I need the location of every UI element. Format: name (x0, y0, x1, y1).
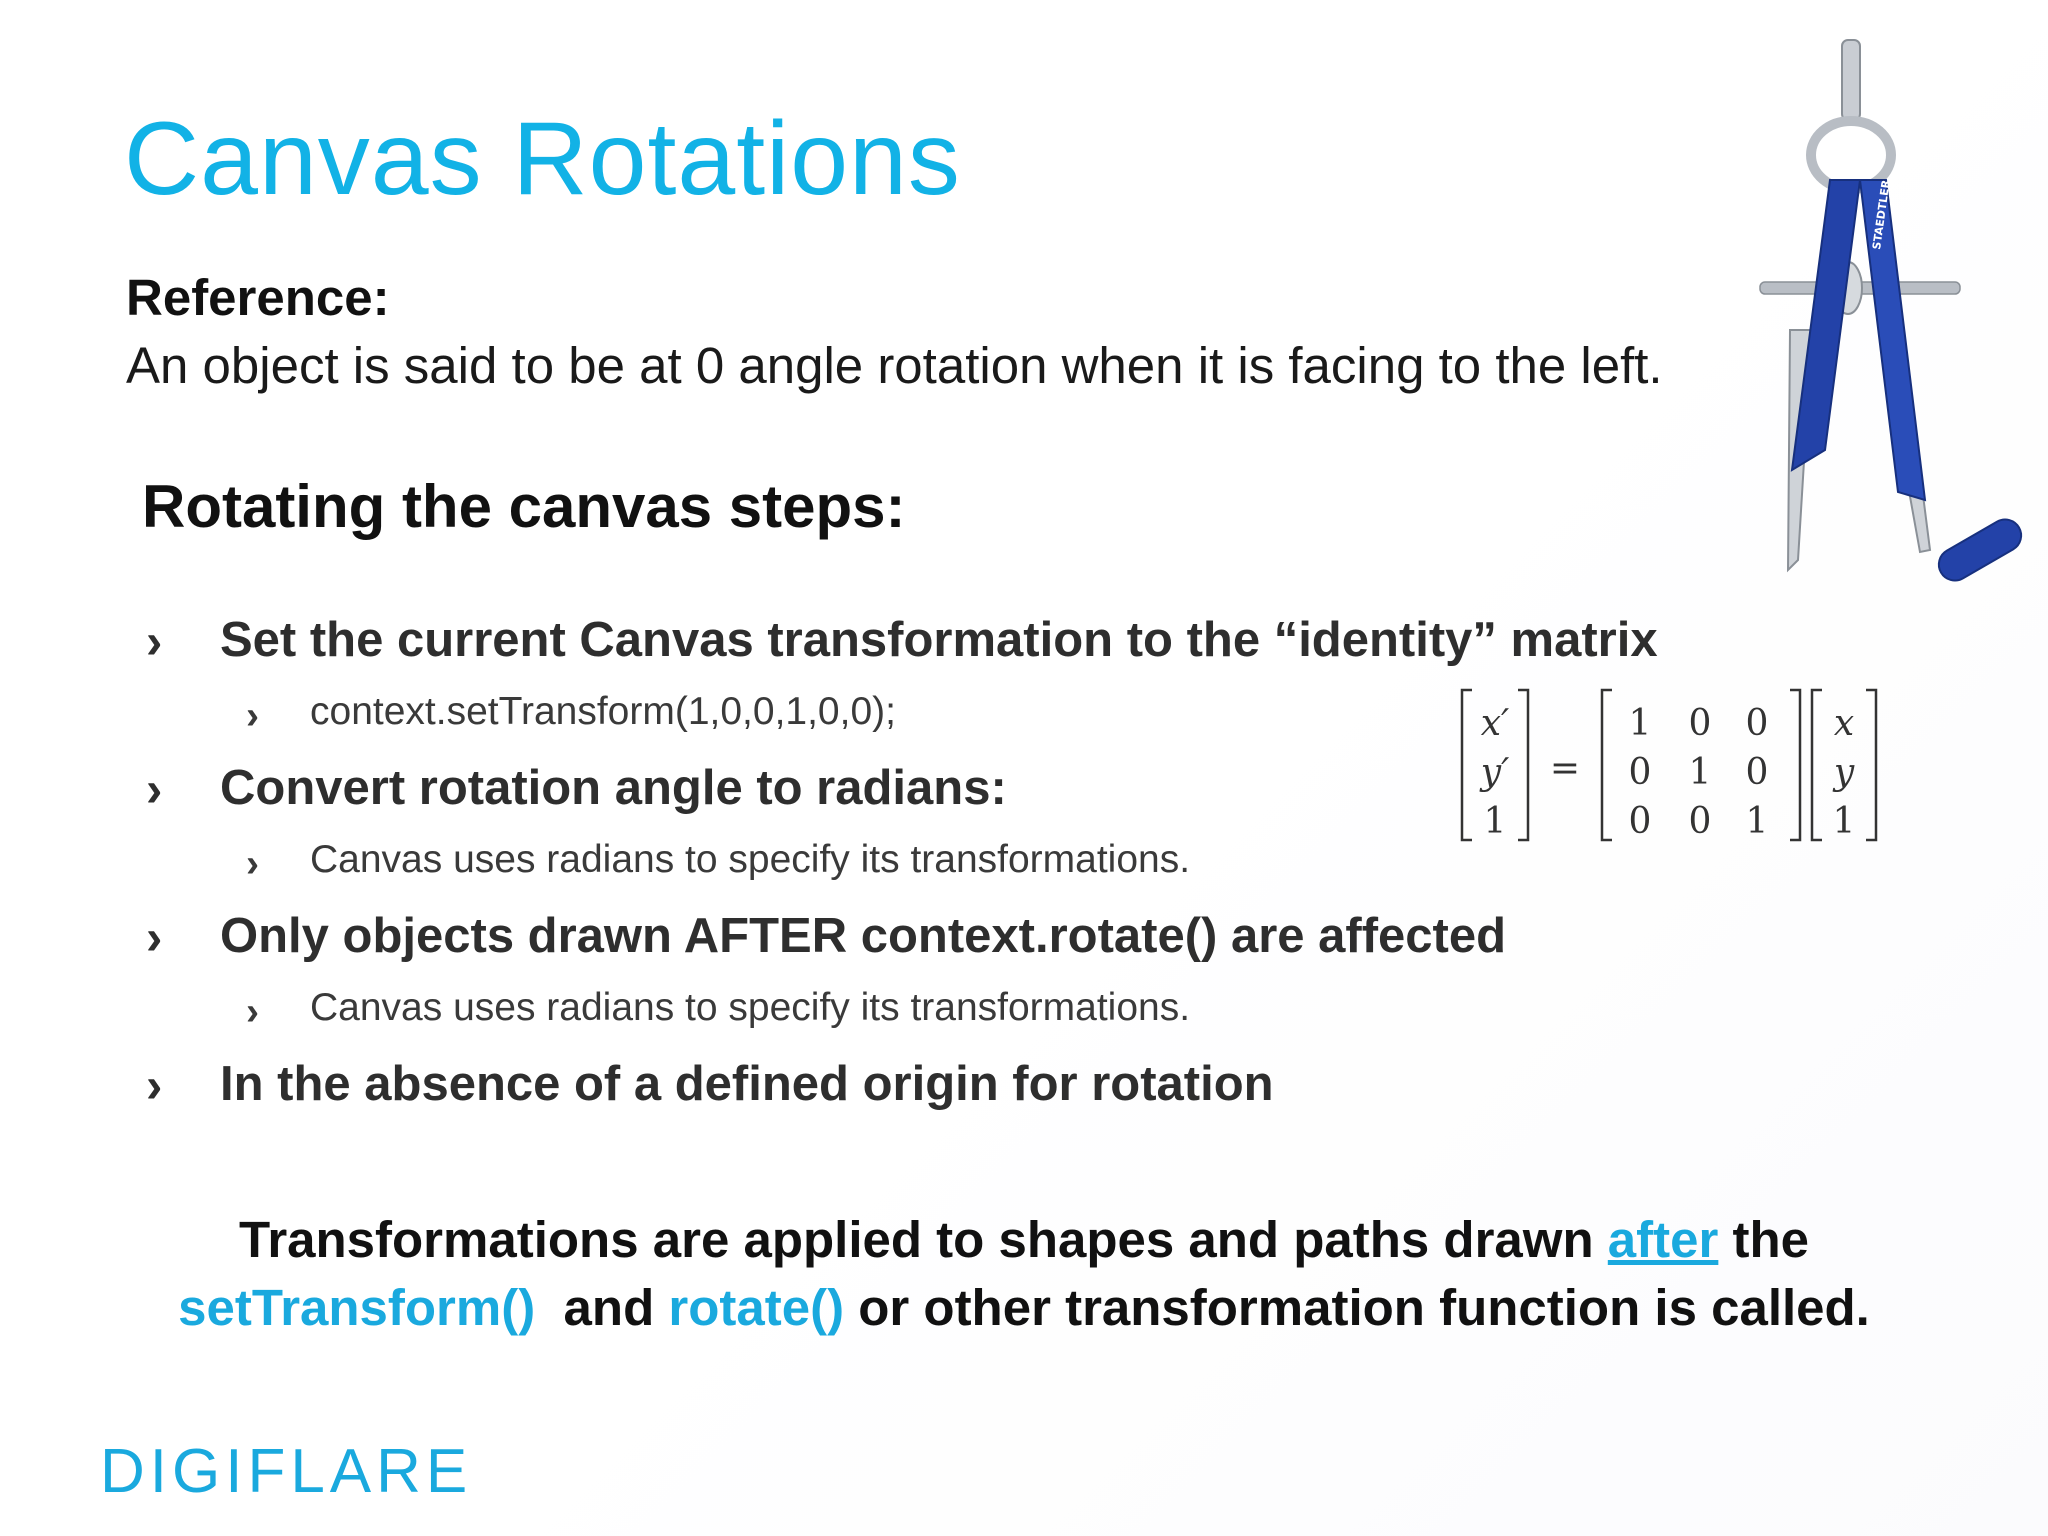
digiflare-logo: DIGIFLARE (100, 1437, 473, 1506)
matrix-cell: 1 (1628, 703, 1652, 744)
step-item: Only objects drawn AFTER context.rotate() are affected (220, 909, 1507, 963)
matrix-cell: 0 (1745, 703, 1769, 744)
matrix-cell: 0 (1688, 703, 1712, 744)
note-text: the (1718, 1211, 1810, 1268)
chevron-right-icon: › (146, 911, 163, 965)
reference-text: An object is said to be at 0 angle rotation when it is facing to the left. (126, 337, 1663, 394)
step-sub-item: context.setTransform(1,0,0,1,0,0); (310, 690, 896, 733)
settransform-code: setTransform() (178, 1279, 536, 1336)
step-sub-item: Canvas uses radians to specify its transformations. (310, 838, 1191, 881)
matrix-cell: 0 (1688, 801, 1712, 842)
after-link[interactable]: after (1607, 1211, 1719, 1268)
matrix-lhs-entry: y′ (1480, 752, 1510, 793)
matrix-lhs-entry: 1 (1483, 801, 1507, 842)
chevron-right-icon: › (146, 1059, 163, 1113)
chevron-right-icon: › (246, 694, 259, 737)
drawing-compass-image (1730, 30, 2030, 620)
matrix-cell: 0 (1628, 752, 1652, 793)
matrix-rhs-entry: 1 (1832, 801, 1856, 842)
matrix-cell: 1 (1745, 801, 1769, 842)
compass-brand-label: STAEDTLER (1870, 179, 1893, 251)
chevron-right-icon: › (246, 990, 259, 1033)
transformation-note-line-2 (0, 1278, 2048, 1337)
steps-heading: Rotating the canvas steps: (142, 473, 906, 540)
equals-sign: = (1549, 748, 1581, 789)
matrix-cell: 0 (1745, 752, 1769, 793)
chevron-right-icon: › (146, 615, 163, 669)
reference-label: Reference: (126, 269, 390, 326)
slide-title: Canvas Rotations (124, 101, 961, 217)
matrix-cell: 1 (1688, 752, 1712, 793)
transformation-note-line-1 (0, 1210, 2048, 1269)
step-sub-item: Canvas uses radians to specify its transformations. (310, 986, 1191, 1029)
matrix-rhs-entry: x (1833, 703, 1855, 744)
step-item: Convert rotation angle to radians: (220, 761, 1007, 815)
note-text: or other transformation function is called. (844, 1279, 1870, 1336)
step-item: In the absence of a defined origin for rotation (220, 1057, 1274, 1111)
matrix-lhs-entry: x′ (1480, 703, 1510, 744)
chevron-right-icon: › (246, 842, 259, 885)
step-item: Set the current Canvas transformation to the “identity” matrix (220, 613, 1658, 667)
note-text: Transformations are applied to shapes and paths drawn (238, 1211, 1608, 1268)
chevron-right-icon: › (146, 763, 163, 817)
matrix-cell: 0 (1628, 801, 1652, 842)
matrix-rhs-entry: y (1833, 752, 1855, 793)
rotate-code: rotate() (668, 1279, 845, 1336)
identity-matrix-equation (1450, 680, 1880, 850)
note-text: and (535, 1279, 669, 1336)
